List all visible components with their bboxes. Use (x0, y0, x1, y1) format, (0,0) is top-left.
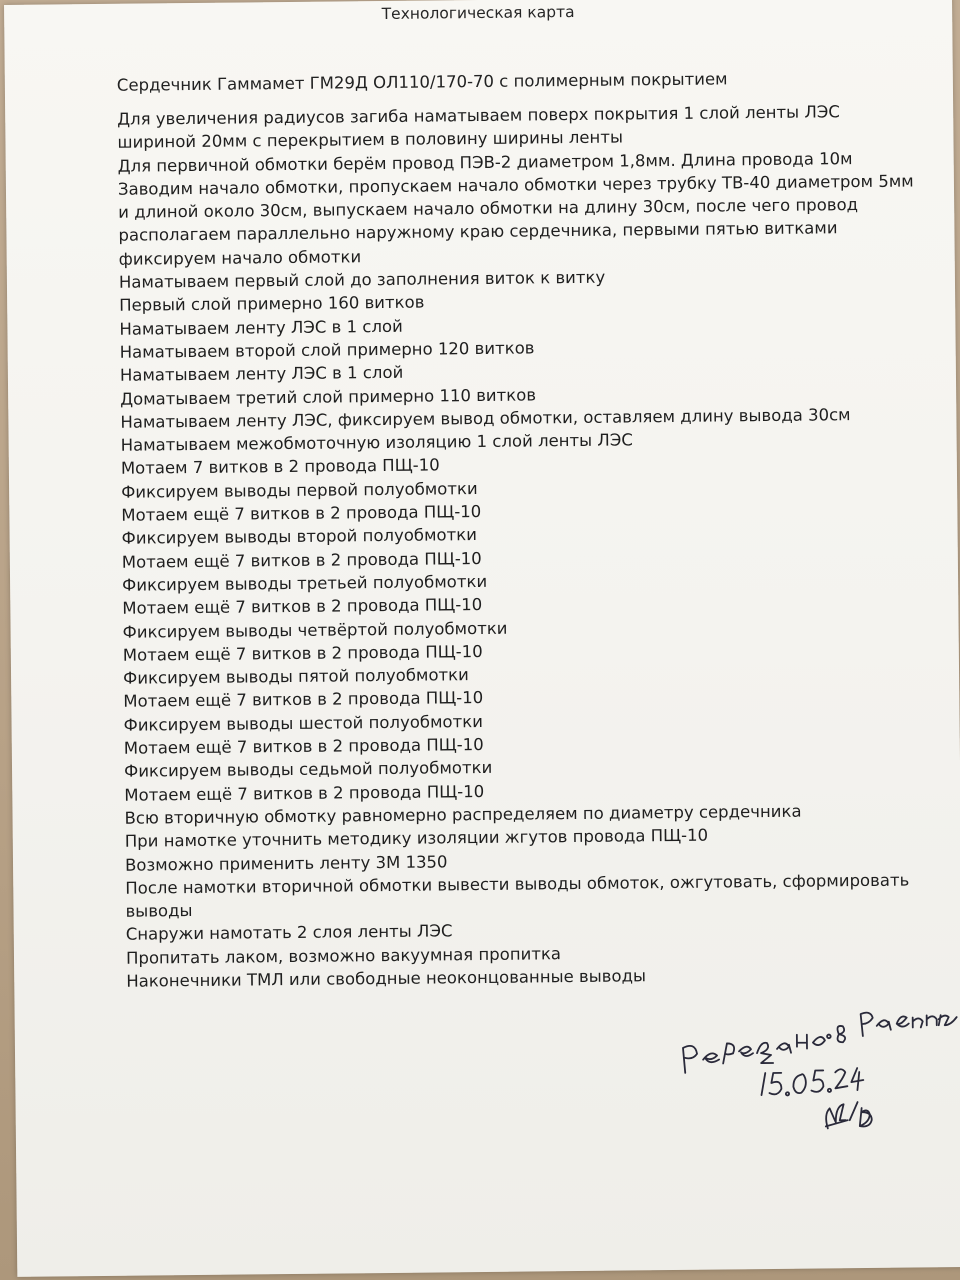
instruction-line: Фиксируем выводы второй полуобмотки (121, 525, 478, 549)
instruction-line: Всю вторичную обмотку равномерно распределяем по диаметру сердечника (124, 801, 802, 828)
instruction-line: Наматываем межобмоточную изоляцию 1 слой ленты ЛЭС (120, 430, 633, 455)
instruction-line: Мотаем 7 витков в 2 провода ПЩ-10 (120, 455, 440, 479)
instruction-line: и длиной около 30см, выпускаем начало обмотки на длину 30см, после чего провод (118, 195, 859, 222)
handwritten-note (674, 995, 960, 1138)
instruction-line: Возможно применить ленту 3М 1350 (124, 851, 448, 875)
instruction-line: Наматываем ленту ЛЭС в 1 слой (119, 316, 403, 339)
instruction-line: Наматываем первый слой до заполнения виток к витку (118, 267, 606, 292)
instruction-line: Фиксируем выводы первой полуобмотки (121, 478, 478, 502)
instruction-line: выводы (125, 901, 193, 921)
instruction-line: Фиксируем выводы четвёртой полуобмотки (122, 618, 508, 642)
instruction-line: Мотаем ещё 7 витков в 2 провода ПЩ-10 (121, 548, 482, 572)
instruction-line: После намотки вторичной обмотки вывести выводы обмоток, ожгутовать, сформировать (125, 870, 910, 898)
instruction-line: Пропитать лаком, возможно вакуумная пропитка (125, 943, 562, 968)
instruction-line: Фиксируем выводы седьмой полуобмотки (123, 758, 493, 782)
instruction-line: Наматываем ленту ЛЭС, фиксируем вывод обмотки, оставляем длину вывода 30см (120, 404, 851, 432)
instruction-line: Мотаем ещё 7 витков в 2 провода ПЩ-10 (122, 641, 483, 665)
instruction-line: Фиксируем выводы пятой полуобмотки (122, 665, 469, 688)
instruction-line: Доматываем третий слой примерно 110 витков (120, 384, 537, 409)
instruction-line: Фиксируем выводы шестой полуобмотки (123, 711, 483, 735)
instruction-line: При намотке уточнить методику изоляции жгутов провода ПЩ-10 (124, 825, 709, 851)
instruction-line: фиксируем начало обмотки (118, 247, 362, 269)
instruction-line: шириной 20мм с перекрытием в половину ширины ленты (117, 127, 624, 153)
document-subtitle: Сердечник Гаммамет ГМ29Д ОЛ110/170-70 с полимерным покрытием (116, 69, 728, 95)
instruction-line: располагаем параллельно наружному краю сердечника, первыми пятью витками (118, 218, 838, 246)
handwritten-note-drawing (674, 995, 960, 1138)
document-title: Технологическая карта (381, 2, 575, 24)
instruction-line: Фиксируем выводы третьей полуобмотки (122, 571, 488, 595)
instruction-line: Мотаем ещё 7 витков в 2 провода ПЩ-10 (121, 502, 482, 525)
instruction-line: Мотаем ещё 7 витков в 2 провода ПЩ-10 (123, 734, 484, 758)
instruction-line: Снаружи намотать 2 слоя ленты ЛЭС (125, 921, 453, 945)
instruction-line: Для первичной обмотки берём провод ПЭВ-2 диаметром 1,8мм. Длина провода 10м (117, 148, 853, 176)
instruction-line: Первый слой примерно 160 витков (119, 292, 425, 316)
instruction-line: Мотаем ещё 7 витков в 2 провода ПЩ-10 (122, 595, 483, 618)
instruction-line: Мотаем ещё 7 витков в 2 провода ПЩ-10 (123, 688, 484, 712)
document-page (4, 0, 960, 1277)
instruction-list (117, 99, 926, 993)
instruction-line: Мотаем ещё 7 витков в 2 провода ПЩ-10 (124, 781, 485, 805)
instruction-line: Наматываем ленту ЛЭС в 1 слой (119, 363, 404, 386)
instruction-line: Наконечники ТМЛ или свободные неоконцованные выводы (126, 966, 647, 991)
instruction-line: Заводим начало обмотки, пропускаем начало обмотки через трубку ТВ-40 диаметром 5мм (117, 171, 914, 199)
instruction-line: Для увеличения радиусов загиба наматываем поверх покрытия 1 слой ленты ЛЭС (117, 102, 840, 129)
instruction-line: Наматываем второй слой примерно 120 витков (119, 338, 535, 362)
